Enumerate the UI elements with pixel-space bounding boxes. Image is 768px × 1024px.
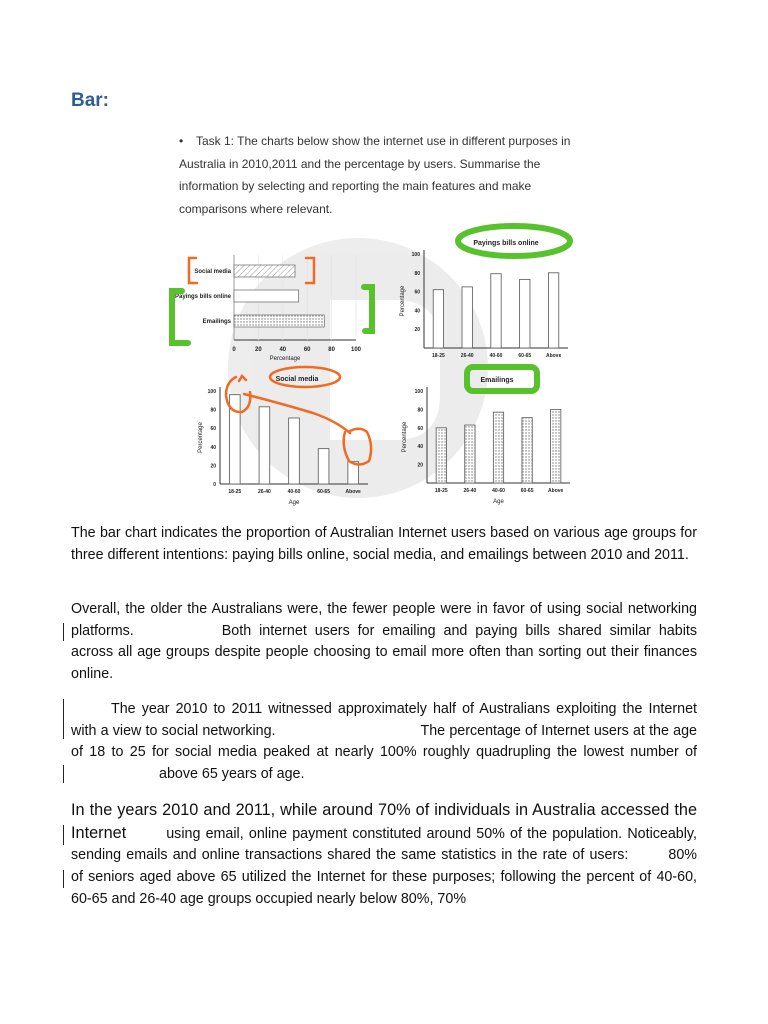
y-axis-label: Percentage xyxy=(402,421,408,453)
bar xyxy=(493,412,503,483)
x-tick-label: 26-40 xyxy=(460,353,474,359)
bullet: • xyxy=(179,134,184,148)
x-tick-label: 40 xyxy=(279,347,287,353)
bar xyxy=(234,265,295,277)
bar xyxy=(491,274,501,348)
bar xyxy=(436,428,446,483)
chart-emailings xyxy=(402,377,570,505)
x-tick-label: 18-25 xyxy=(434,488,448,494)
bar xyxy=(318,449,329,484)
bar xyxy=(551,409,561,483)
bar xyxy=(465,425,475,483)
bar xyxy=(259,407,270,484)
y-tick-label: 100 xyxy=(411,252,420,258)
x-tick-label: 26-40 xyxy=(258,489,271,495)
paragraph-overview xyxy=(71,599,697,686)
x-tick-label: Above xyxy=(548,488,564,494)
y-tick-label: 80 xyxy=(210,407,216,414)
y-tick-label: 80 xyxy=(417,407,423,414)
y-axis-label: Percentage xyxy=(198,422,204,453)
x-tick-label: 0 xyxy=(232,347,236,353)
category-label: Emailings xyxy=(202,319,231,325)
x-axis-label: Age xyxy=(493,499,504,505)
y-tick-label: 80 xyxy=(414,270,420,277)
body2-sentence-2: using email, online payment constituted around 50% of the population. Noticeably, sending emails and online transactions shared the same statistics in the rate of users: xyxy=(71,825,697,864)
overview-sentence-2: Both internet users for emailing and paying bills shared similar habits across all age groups despite people choosing to email more often than sorting out their finances online. xyxy=(71,622,697,683)
bar xyxy=(522,418,532,483)
category-label: Social media xyxy=(194,269,231,275)
task-text: Task 1: The charts below show the internet use in different purposes in Australia in 2010,2011 and the percentage by users. Summarise the information by selecting and reporting the main features and make comparisons where relevant. xyxy=(179,134,571,216)
x-tick-label: 40-60 xyxy=(492,488,505,494)
chart-title: Social media xyxy=(275,376,319,383)
category-label: Payings bills online xyxy=(174,294,231,300)
y-tick-label: 20 xyxy=(210,463,216,470)
y-tick-label: 20 xyxy=(417,462,423,469)
y-tick-label: 60 xyxy=(210,426,216,433)
bar xyxy=(289,418,300,484)
x-tick-label: Above xyxy=(545,353,562,359)
y-axis-label: Percentage xyxy=(400,285,406,317)
y-tick-label: 60 xyxy=(414,289,420,296)
x-tick-label: 26-40 xyxy=(463,488,477,494)
x-tick-label: 20 xyxy=(255,347,262,353)
x-tick-label: 60-65 xyxy=(518,353,532,359)
y-tick-label: 60 xyxy=(417,425,423,432)
bar xyxy=(433,290,443,348)
margin-mark xyxy=(63,765,64,783)
y-tick-label: 0 xyxy=(213,482,216,488)
y-tick-label: 100 xyxy=(414,389,423,395)
y-tick-label: 40 xyxy=(414,308,420,315)
x-axis-label: Percentage xyxy=(269,356,301,362)
paragraph-body-1 xyxy=(71,699,697,786)
margin-mark xyxy=(63,623,64,641)
paragraph-body-2 xyxy=(71,800,697,911)
x-tick-label: 60-65 xyxy=(520,488,534,494)
x-tick-label: Above xyxy=(345,489,361,495)
x-tick-label: 18-25 xyxy=(228,489,242,495)
y-tick-label: 40 xyxy=(210,444,216,451)
bar xyxy=(234,290,299,302)
x-tick-label: 40-60 xyxy=(287,489,301,495)
body2-sentence-3: 80% of seniors aged above 65 utilized the Internet for these purposes; following the percent of 40-60, 60-65 and 26-40 age groups occupied nearly below 80%, 70% xyxy=(71,847,697,907)
bar xyxy=(548,273,558,348)
x-tick-label: 40-60 xyxy=(489,353,503,359)
bar xyxy=(462,287,472,348)
chart-title: Payings bills online xyxy=(473,240,539,247)
y-tick-label: 20 xyxy=(414,327,420,334)
margin-mark xyxy=(63,699,64,739)
body2-sentence-1: In the years 2010 and 2011, while around 70% of individuals in Australia accessed the Internet xyxy=(71,801,697,842)
overview-sentence-1: Overall, the older the Australians were, the fewer people were in favor of using social networking platforms. xyxy=(71,601,697,639)
margin-mark xyxy=(63,825,64,845)
x-axis-label: Age xyxy=(288,500,300,506)
paragraph-intro: The bar chart indicates the proportion of Australian Internet users based on various age groups for three different intentions: paying bills online, social media, and emailings between 2010 and 2011. xyxy=(71,525,697,563)
bar xyxy=(520,279,530,348)
margin-mark xyxy=(63,870,64,888)
body1-sentence-1: The year 2010 to 2011 witnessed approximately half of Australians exploiting the Internet with a view to social networking. xyxy=(71,701,697,739)
y-tick-label: 40 xyxy=(417,444,423,451)
x-tick-label: 100 xyxy=(350,347,362,353)
chart-title: Emailings xyxy=(480,377,514,384)
body1-sentence-3: above 65 years of age. xyxy=(159,766,305,783)
x-tick-label: 18-25 xyxy=(432,353,445,359)
y-tick-label: 100 xyxy=(207,389,216,395)
x-tick-label: 60 xyxy=(303,347,311,353)
x-tick-label: 80 xyxy=(328,347,335,353)
x-tick-label: 60-65 xyxy=(317,489,330,495)
body1-sentence-2: The percentage of Internet users at the age of 18 to 25 for social media peaked at nearly 100% roughly quadrupling the lowest number of xyxy=(71,722,697,761)
section-heading: Bar: xyxy=(71,90,110,111)
bar xyxy=(234,315,324,327)
